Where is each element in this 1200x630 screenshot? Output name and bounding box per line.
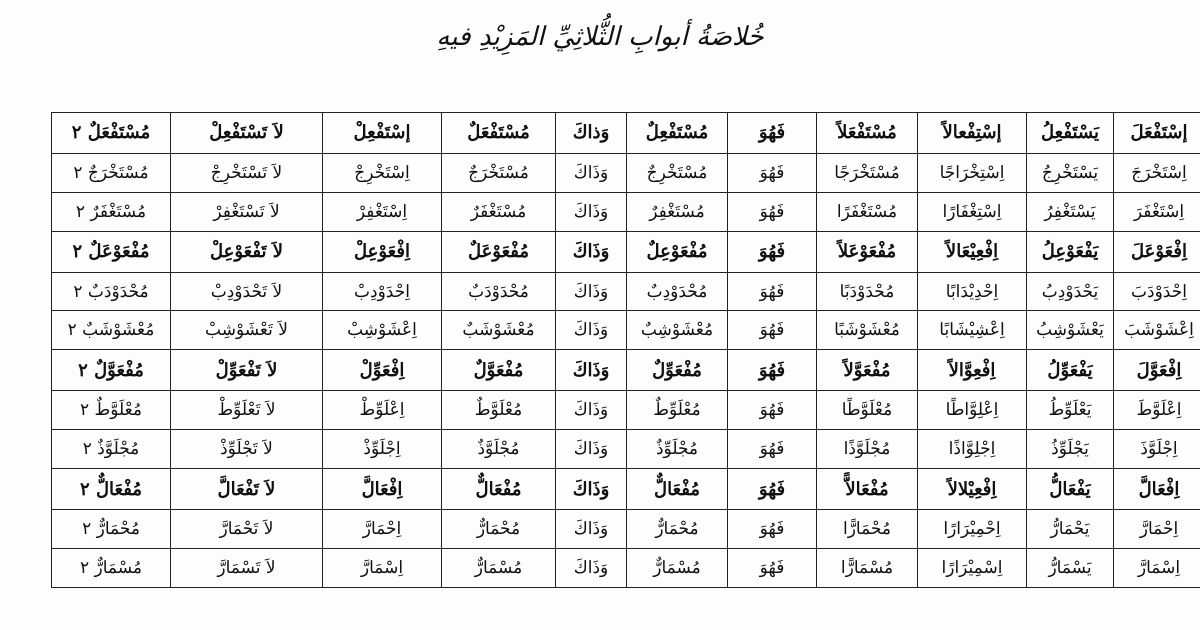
table-cell: اِحْدَوْدِبْ <box>323 272 442 311</box>
table-cell: مُعْشَوْشِبٌ <box>627 311 728 350</box>
table-cell: وَذاكَ <box>556 113 627 154</box>
table-cell: لاَ تَجْلَوِّذْ <box>171 430 323 469</box>
table-cell: يَفْعَالُّ <box>1027 469 1114 510</box>
table-cell: فَهُوَ <box>728 509 817 548</box>
table-cell: يَفْعَوْعِلُ <box>1027 231 1114 272</box>
table-cell: فَهُوَ <box>728 272 817 311</box>
table-cell: اِعْلِوَّاطًا <box>918 391 1027 430</box>
table-cell: اِفْعَوَّلَ <box>1114 350 1200 391</box>
table-row <box>52 272 1200 311</box>
table-cell: اِفْعِيْعَالاً <box>918 231 1027 272</box>
table-row <box>52 469 1200 510</box>
table-cell: مُفْعَوِّلٌ <box>627 350 728 391</box>
table-cell: وَذَاكَ <box>556 548 627 587</box>
table-cell: اِفْعَوْعِلْ <box>323 231 442 272</box>
table-cell: يَسْتَغْفِرُ <box>1027 192 1114 231</box>
table-cell: اِعْلَوَّطَ <box>1114 391 1200 430</box>
table-cell: فَهُوَ <box>728 548 817 587</box>
table-cell: لاَ تَحْدَوْدِبْ <box>171 272 323 311</box>
table-cell: مُفْعَوْعَلاً <box>817 231 918 272</box>
table-cell: مُحْمَارٌّ ٢ <box>52 509 171 548</box>
table-cell: اِفْعِوَّالاً <box>918 350 1027 391</box>
table-cell: اِجْلَوَّذَ <box>1114 430 1200 469</box>
table-cell: اِفْعَوْعَلَ <box>1114 231 1200 272</box>
table-cell: اِجْلِوَّاذًا <box>918 430 1027 469</box>
table-cell: وَذَاكَ <box>556 430 627 469</box>
table-cell: مُفْعَوَّلٌ <box>442 350 556 391</box>
table-cell: اِفْعَالَّ <box>1114 469 1200 510</box>
table-cell: مُحْدَوْدِبٌ <box>627 272 728 311</box>
table-cell: يَحْمَارُّ <box>1027 509 1114 548</box>
table-cell: وَذَاكَ <box>556 192 627 231</box>
table-cell: مُفْعَالٌّ ٢ <box>52 469 171 510</box>
table-cell: مُعْلَوَّطًا <box>817 391 918 430</box>
table-cell: مُعْلَوَّطٌ <box>442 391 556 430</box>
table-cell: وَذَاكَ <box>556 350 627 391</box>
table-cell: لاَ تَحْمَارَّ <box>171 509 323 548</box>
table-cell: مُسْتَغْفَرٌ ٢ <box>52 192 171 231</box>
table-row <box>52 350 1200 391</box>
table-cell: إسْتَفْعِلْ <box>323 113 442 154</box>
table-cell: مُفْعَوْعِلٌ <box>627 231 728 272</box>
table-cell: مُسْتَغْفَرًا <box>817 192 918 231</box>
conjugation-table <box>51 112 1200 588</box>
table-cell: مُحْمَارٌّ <box>627 509 728 548</box>
table-cell: اِسْتَغْفَرَ <box>1114 192 1200 231</box>
table-cell: مُعْشَوْشَبٌ ٢ <box>52 311 171 350</box>
table-cell: مُسْمَارٌّ ٢ <box>52 548 171 587</box>
table-cell: اِسْتَخْرَجَ <box>1114 153 1200 192</box>
table-cell: لاَ تَفْعَوِّلْ <box>171 350 323 391</box>
table-cell: وَذَاكَ <box>556 469 627 510</box>
table-cell: اِسْمَارَّ <box>323 548 442 587</box>
table-row <box>52 391 1200 430</box>
table-cell: مُعْشَوْشَبًا <box>817 311 918 350</box>
table-cell: فَهُوَ <box>728 469 817 510</box>
table-cell: مُسْتَخْرَجًا <box>817 153 918 192</box>
table-cell: مُفْعَالٌّ <box>627 469 728 510</box>
page-title: خُلاصَةُ أبوابِ الثُّلاثِيِّ المَزِيْدِ فيهِ <box>436 22 764 52</box>
table-cell: اِحْمِيْرَارًا <box>918 509 1027 548</box>
table-cell: فَهُوَ <box>728 350 817 391</box>
table-cell: اِفْعَالَّ <box>323 469 442 510</box>
table-cell: فَهُوَ <box>728 153 817 192</box>
table-row <box>52 153 1200 192</box>
table-cell: اِسْتِغْفَارًا <box>918 192 1027 231</box>
table-cell: وَذَاكَ <box>556 391 627 430</box>
table-row <box>52 231 1200 272</box>
table-cell: لاَ تَسْتَغْفِرْ <box>171 192 323 231</box>
table-cell: اِفْعَوِّلْ <box>323 350 442 391</box>
table-cell: فَهُوَ <box>728 192 817 231</box>
table-cell: مُحْدَوْدَبٌ <box>442 272 556 311</box>
table-cell: لاَ تَفْعَالَّ <box>171 469 323 510</box>
table-cell: يَسْتَخْرِجُ <box>1027 153 1114 192</box>
table-cell: فَهُوَ <box>728 231 817 272</box>
table-row <box>52 509 1200 548</box>
table-cell: يَسْتَفْعِلُ <box>1027 113 1114 154</box>
table-row <box>52 311 1200 350</box>
conjugation-table-body <box>52 113 1200 588</box>
table-cell: وَذَاكَ <box>556 509 627 548</box>
table-cell: مُسْمَارٌّ <box>442 548 556 587</box>
table-cell: مُحْمَارًّا <box>817 509 918 548</box>
table-cell: مُسْتَخْرَجٌ ٢ <box>52 153 171 192</box>
table-cell: مُسْتَفْعَلاً <box>817 113 918 154</box>
table-cell: مُفْعَوَّلاً <box>817 350 918 391</box>
table-cell: اِحْمَارَّ <box>323 509 442 548</box>
table-cell: اِعْشَوْشَبَ <box>1114 311 1200 350</box>
table-cell: لاَ تَسْمَارَّ <box>171 548 323 587</box>
table-cell: وَذَاكَ <box>556 153 627 192</box>
table-cell: لاَ تَعْشَوْشِبْ <box>171 311 323 350</box>
table-cell: وَذَاكَ <box>556 311 627 350</box>
table-cell: يَعْلَوِّطُ <box>1027 391 1114 430</box>
table-cell: يَسْمَارُّ <box>1027 548 1114 587</box>
table-cell: مُعْشَوْشَبٌ <box>442 311 556 350</box>
table-cell: مُفْعَالاًّ <box>817 469 918 510</box>
table-cell: اِحْدِيْدَابًا <box>918 272 1027 311</box>
table-cell: اِسْمَارَّ <box>1114 548 1200 587</box>
table-cell: مُسْتَخْرِجٌ <box>627 153 728 192</box>
table-cell: فَهُوَ <box>728 113 817 154</box>
table-cell: يَعْشَوْشِبُ <box>1027 311 1114 350</box>
table-cell: وَذَاكَ <box>556 272 627 311</box>
table-cell: يَحْدَوْدِبُ <box>1027 272 1114 311</box>
table-cell: لاَ تَسْتَفْعِلْ <box>171 113 323 154</box>
table-cell: اِسْتَخْرِجْ <box>323 153 442 192</box>
table-cell: مُسْتَفْعِلٌ <box>627 113 728 154</box>
table-cell: إسْتَفْعَلَ <box>1114 113 1200 154</box>
table-cell: اِحْدَوْدَبَ <box>1114 272 1200 311</box>
table-cell: يَجْلَوِّذُ <box>1027 430 1114 469</box>
table-cell: إسْتِفْعالاً <box>918 113 1027 154</box>
table-cell: لاَ تَفْعَوْعِلْ <box>171 231 323 272</box>
table-cell: مُعْلَوِّطٌ <box>627 391 728 430</box>
table-cell: مُسْمَارًّا <box>817 548 918 587</box>
table-cell: مُحْدَوْدَبٌ ٢ <box>52 272 171 311</box>
table-cell: اِجْلَوِّذْ <box>323 430 442 469</box>
table-cell: اِعْشَوْشِبْ <box>323 311 442 350</box>
table-cell: يَفْعَوِّلُ <box>1027 350 1114 391</box>
table-row <box>52 548 1200 587</box>
table-cell: مُسْتَفْعَلٌ ٢ <box>52 113 171 154</box>
table-cell: اِسْتَغْفِرْ <box>323 192 442 231</box>
table-row <box>52 430 1200 469</box>
table-cell: وَذَاكَ <box>556 231 627 272</box>
table-cell: اِسْمِيْرَارًا <box>918 548 1027 587</box>
table-cell: مُسْتَغْفِرٌ <box>627 192 728 231</box>
table-cell: مُجْلَوَّذٌ ٢ <box>52 430 171 469</box>
table-cell: مُسْتَغْفَرٌ <box>442 192 556 231</box>
table-row <box>52 192 1200 231</box>
table-cell: مُحْدَوْدَبًا <box>817 272 918 311</box>
table-cell: مُسْمَارٌّ <box>627 548 728 587</box>
table-cell: مُفْعَوْعَلٌ <box>442 231 556 272</box>
table-cell: مُسْتَفْعَلٌ <box>442 113 556 154</box>
table-cell: لاَ تَعْلَوِّطْ <box>171 391 323 430</box>
table-cell: لاَ تَسْتَخْرِجْ <box>171 153 323 192</box>
table-cell: فَهُوَ <box>728 391 817 430</box>
table-cell: مُفْعَوْعَلٌ ٢ <box>52 231 171 272</box>
table-cell: اِسْتِخْرَاجًا <box>918 153 1027 192</box>
table-cell: فَهُوَ <box>728 311 817 350</box>
table-cell: فَهُوَ <box>728 430 817 469</box>
table-cell: اِفْعِيْلالاً <box>918 469 1027 510</box>
table-cell: مُجْلَوَّذًا <box>817 430 918 469</box>
table-cell: مُسْتَخْرَجٌ <box>442 153 556 192</box>
table-cell: اِعْلَوِّطْ <box>323 391 442 430</box>
table-cell: اِعْشِيْشَابًا <box>918 311 1027 350</box>
table-cell: مُفْعَوَّلٌ ٢ <box>52 350 171 391</box>
table-cell: مُحْمَارٌّ <box>442 509 556 548</box>
table-cell: اِحْمَارَّ <box>1114 509 1200 548</box>
table-cell: مُجْلَوِّذٌ <box>627 430 728 469</box>
table-row <box>52 113 1200 154</box>
table-cell: مُفْعَالٌّ <box>442 469 556 510</box>
table-cell: مُعْلَوَّطٌ ٢ <box>52 391 171 430</box>
table-cell: مُجْلَوَّذٌ <box>442 430 556 469</box>
